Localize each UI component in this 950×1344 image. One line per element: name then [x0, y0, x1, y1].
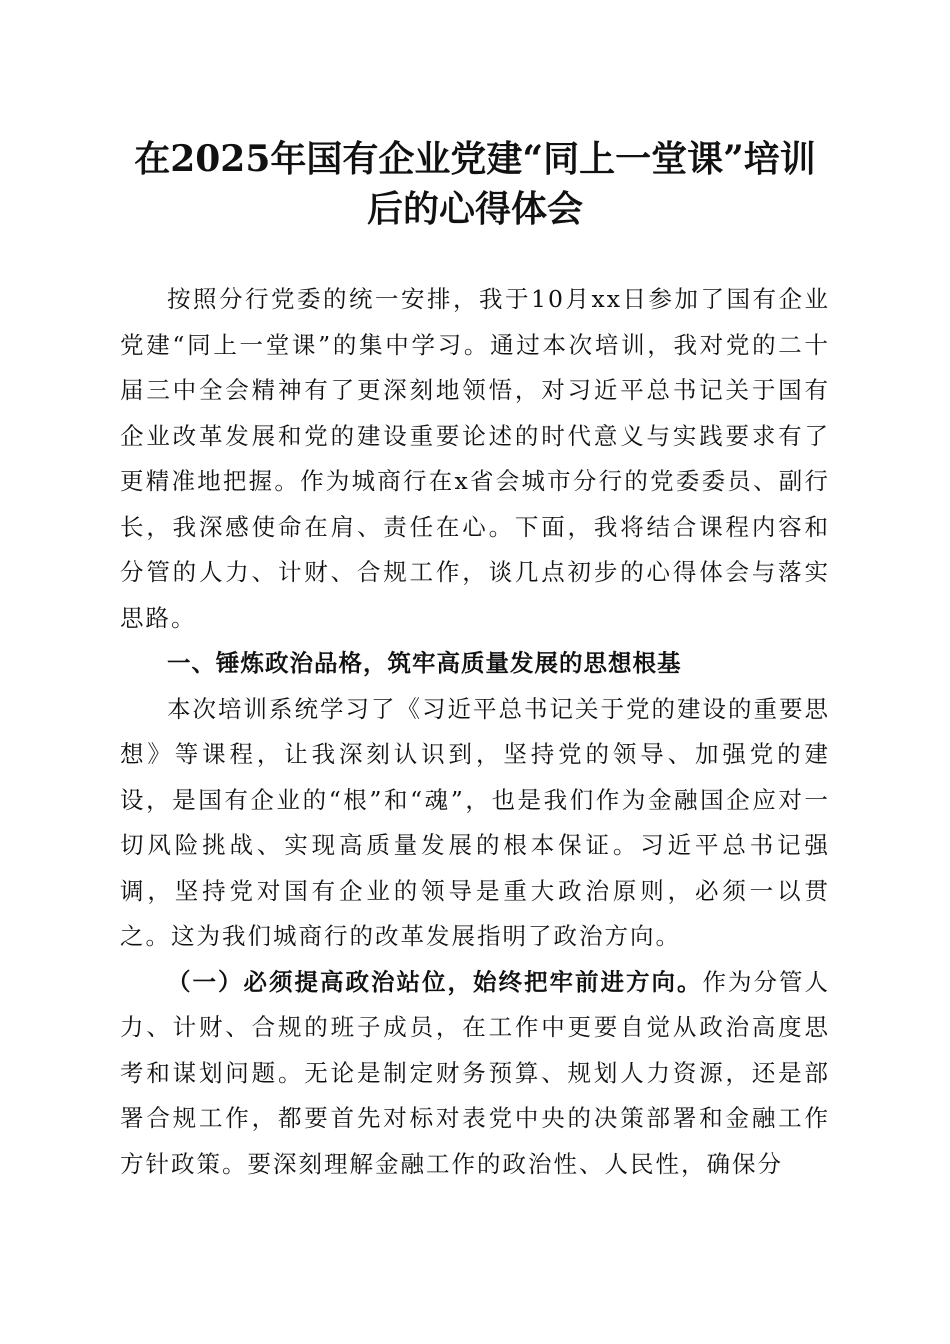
document-body	[120, 277, 830, 1187]
subsection-text: 作为分管人力、计财、合规的班子成员，在工作中更要自觉从政治高度思考和谋划问题。无论是制定财务预算、规划人力资源，还是部署合规工作，都要首先对标对表党中央的决策部署和金融工作方针政策。要深刻理解金融工作的政治性、人民性，确保分	[120, 967, 830, 1178]
subsection-lead: （一）必须提高政治站位，始终把牢前进方向。	[167, 967, 703, 996]
section-heading-1: 一、锤炼政治品格，筑牢高质量发展的思想根基	[167, 649, 682, 677]
title-line-1: 在2025年国有企业党建“同上一堂课”培训	[134, 138, 816, 180]
paragraph-subsection-1	[120, 960, 830, 1188]
title-line-2: 后的心得体会	[366, 188, 583, 230]
paragraph-section-1: 本次培训系统学习了《习近平总书记关于党的建设的重要思想》等课程，让我深刻认识到，坚持党的领导、加强党的建设，是国有企业的“根”和“魂”，也是我们作为金融国企应对一切风险挑战、实现高质量发展的根本保证。习近平总书记强调，坚持党对国有企业的领导是重大政治原则，必须一以贯之。这为我们城商行的改革发展指明了政治方向。	[120, 694, 830, 950]
document-title	[110, 134, 840, 234]
paragraph-intro: 按照分行党委的统一安排，我于10月xx日参加了国有企业党建“同上一堂课”的集中学习。通过本次培训，我对党的二十届三中全会精神有了更深刻地领悟，对习近平总书记关于国有企业改革发展和党的建设重要论述的时代意义与实践要求有了更精准地把握。作为城商行在x省会城市分行的党委委员、副行长，我深感使命在肩、责任在心。下面，我将结合课程内容和分管的人力、计财、合规工作，谈几点初步的心得体会与落实思路。	[120, 285, 830, 632]
